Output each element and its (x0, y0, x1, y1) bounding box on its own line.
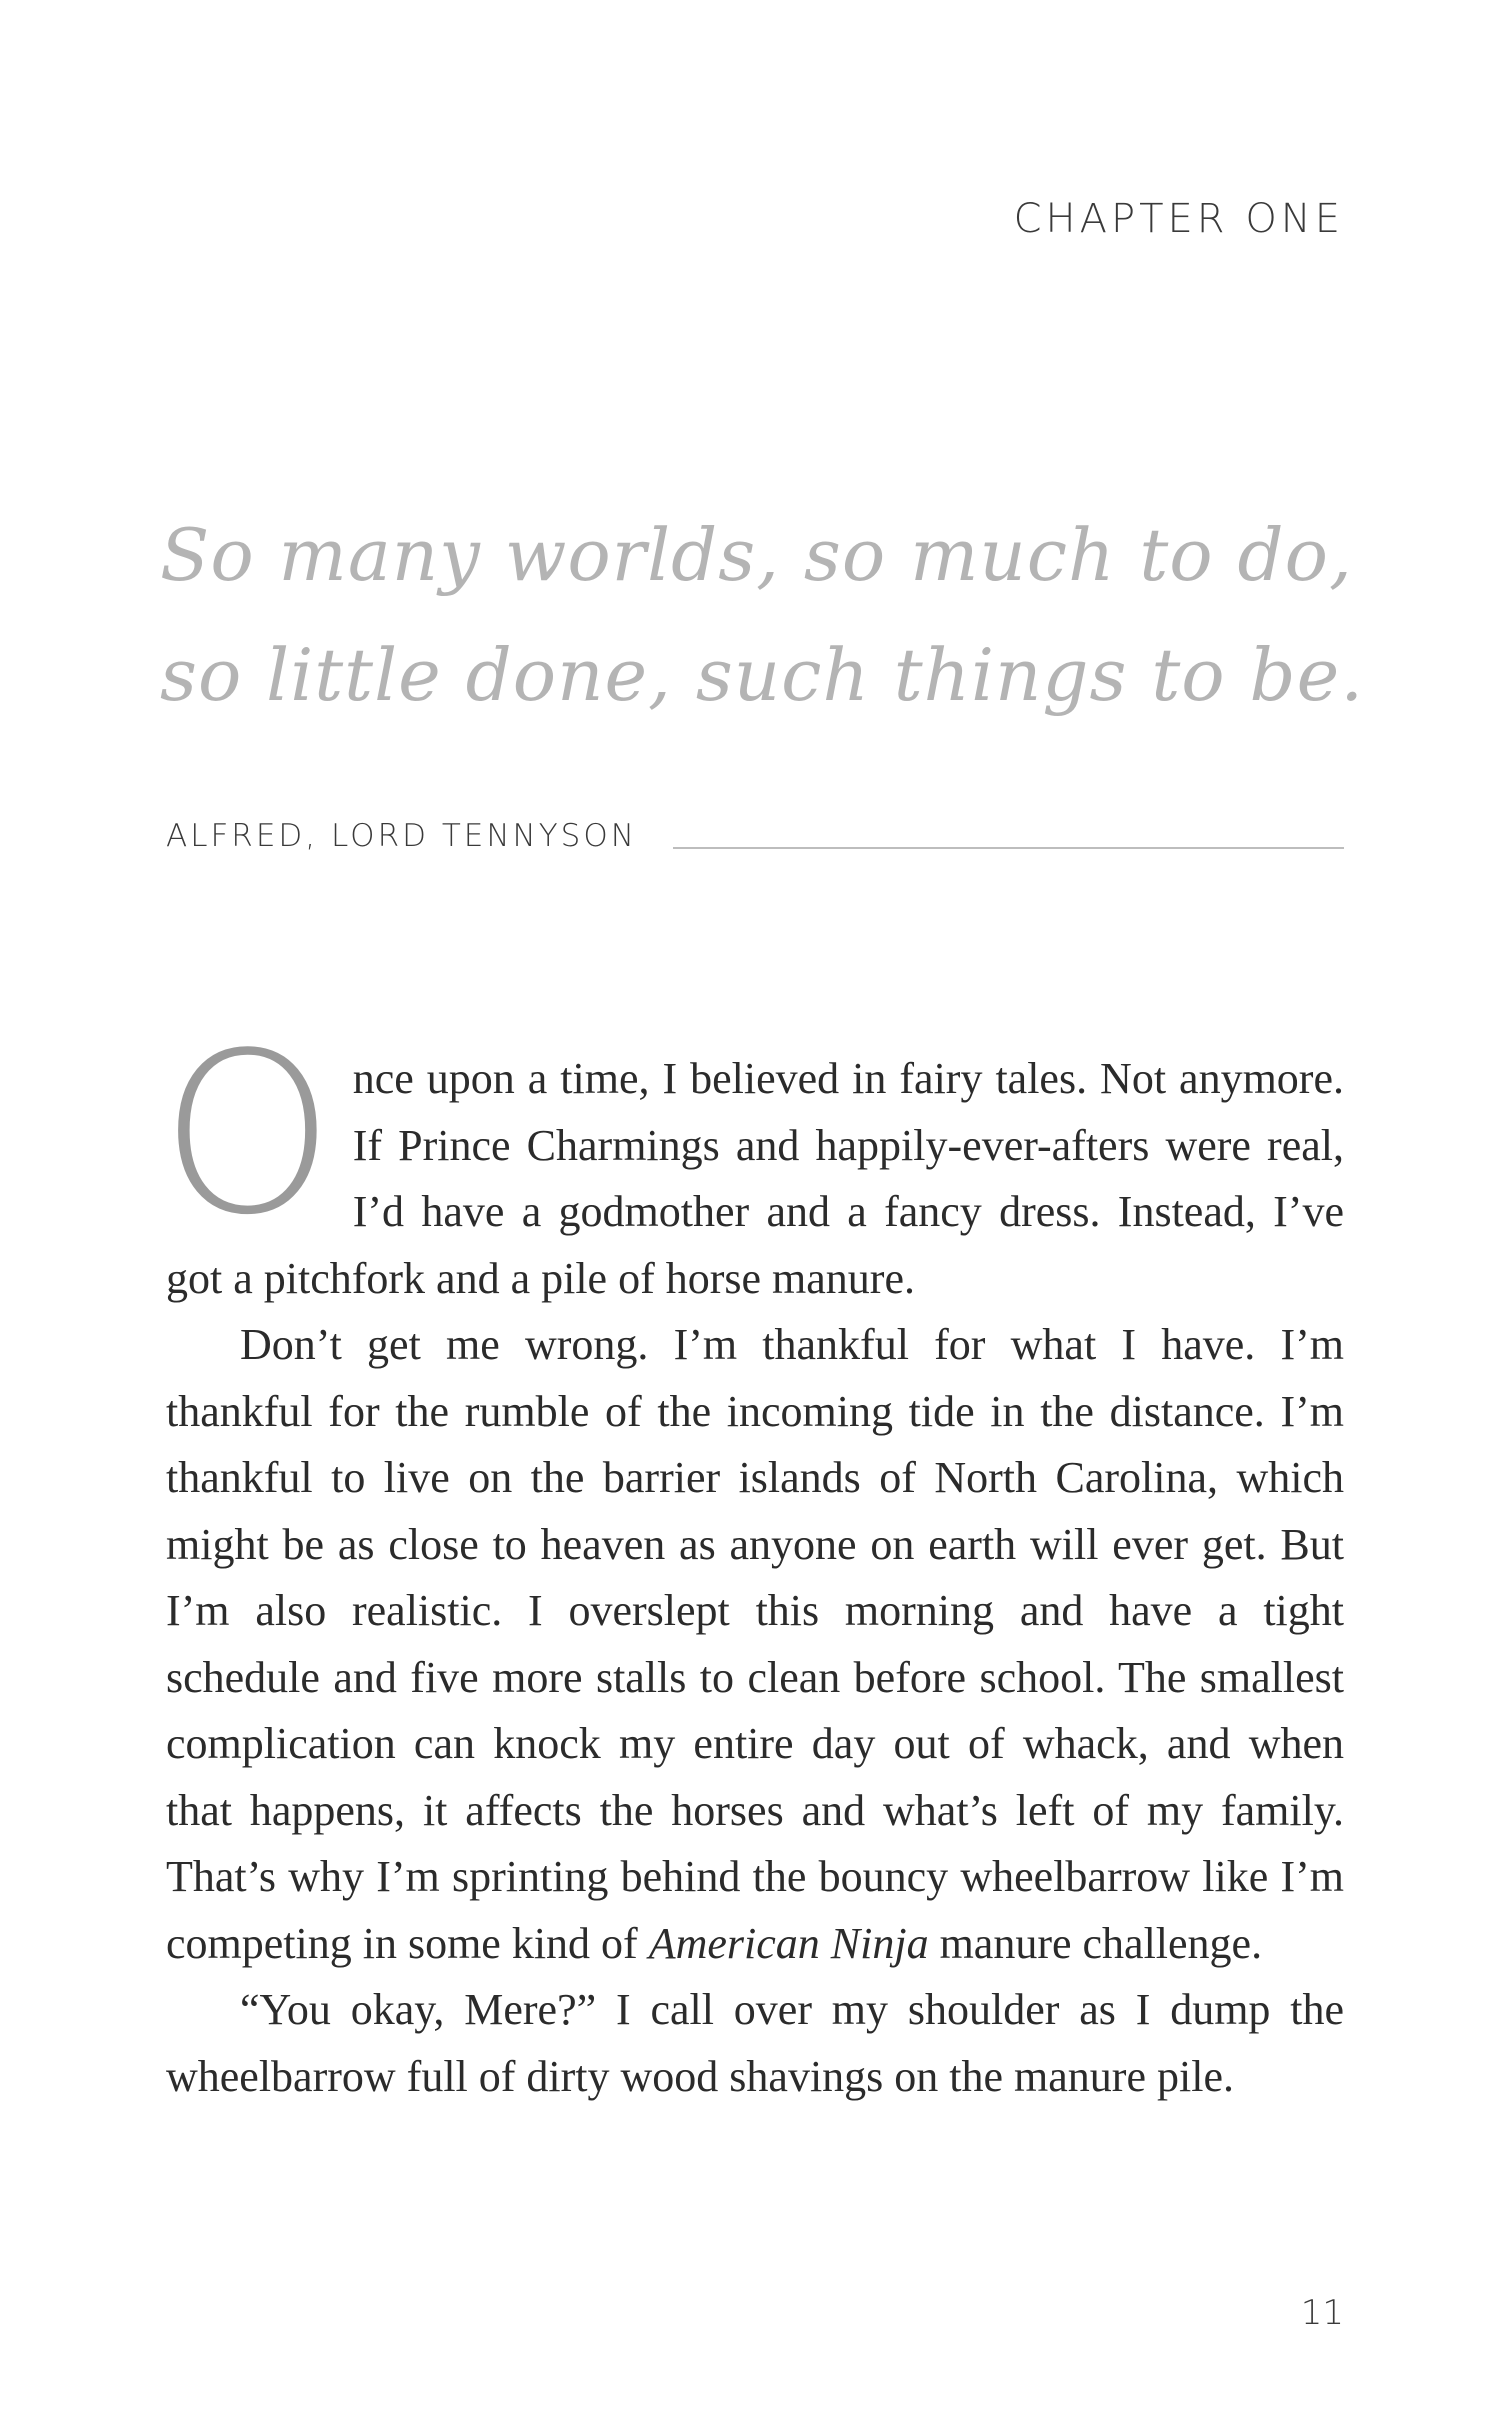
paragraph-3: “You okay, Mere?” I call over my shoulder as I dump the wheelbarrow full of dirty wood shavings on the manure pile. (166, 1985, 1344, 2101)
epigraph-line-2: so little done, such things to be. (160, 633, 1365, 717)
page-number: 11 (1300, 2293, 1344, 2333)
epigraph-line-1: So many worlds, so much to do, (160, 513, 1353, 597)
epigraph-attribution: ALFRED, LORD TENNYSON (166, 818, 637, 854)
drop-cap: O (160, 1006, 335, 1264)
paragraph-1-text: nce upon a time, I believed in fairy tales. Not anymore. If Prince Charmings and happily-ever-afters were real, I’d have a godmother and a fancy dress. Instead, I’ve got a pitchfork and a pile of horse manure. (166, 1054, 1344, 1303)
paragraph-2 (166, 1312, 1344, 1977)
attribution-divider (673, 847, 1344, 849)
paragraph-2-text-b: manure challenge. (928, 1918, 1263, 1968)
chapter-heading: CHAPTER ONE (1013, 196, 1344, 242)
paragraph-1 (160, 1006, 1344, 1312)
chapter-body (160, 1006, 1344, 2110)
epigraph-quote (160, 495, 1365, 735)
paragraph-2-text-a: Don’t get me wrong. I’m thankful for what I have. I’m thankful for the rumble of the incoming tide in the distance. I’m thankful to live on the barrier islands of North Carolina, which might be as close to heaven as anyone on earth will ever get. But I’m also realistic. I overslept this morning and have a tight schedule and five more stalls to clean before school. The smallest complication can knock my entire day out of whack, and when that happens, it affects the horses and what’s left of my family. That’s why I’m sprinting behind the bouncy wheelbarrow like I’m competing in some kind of (166, 1320, 1344, 1968)
epigraph-attribution-row (166, 812, 1344, 860)
paragraph-2-italic: American Ninja (648, 1918, 929, 1968)
